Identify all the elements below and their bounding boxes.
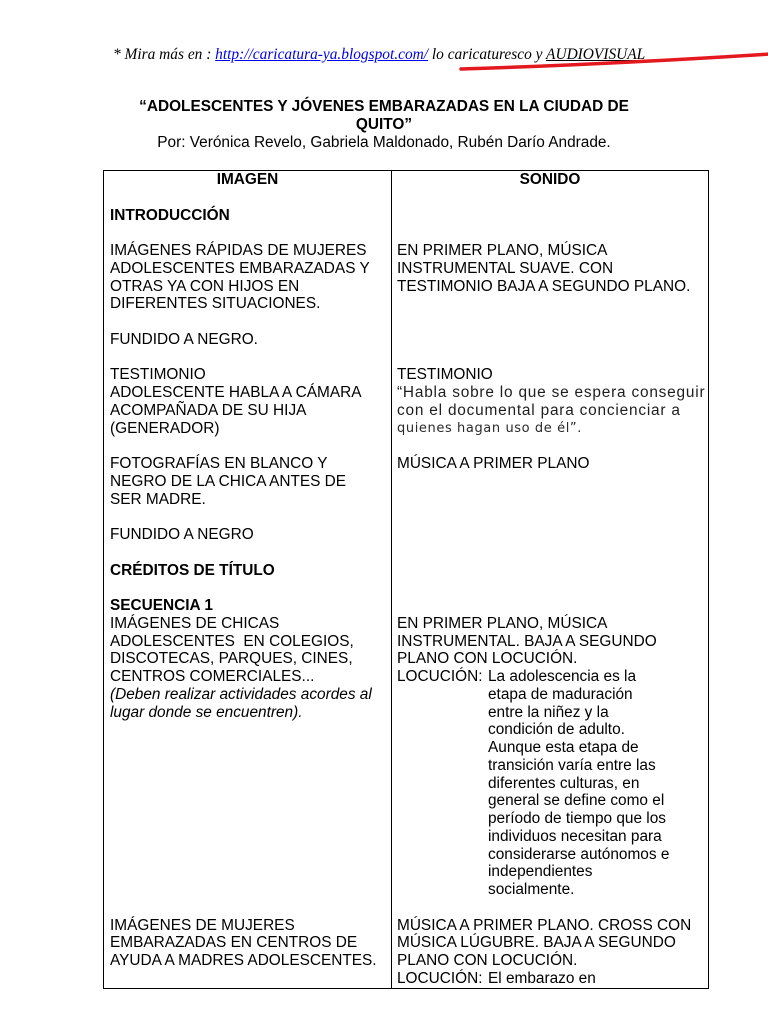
text-line: EN PRIMER PLANO, MÚSICA [397, 614, 608, 632]
sequence-heading: SECUENCIA 1 [110, 597, 213, 614]
fade-to-black: FUNDIDO A NEGRO. [110, 330, 258, 348]
script-table [103, 170, 709, 989]
blank-line [397, 899, 708, 917]
narration-line: etapa de maduración [488, 685, 633, 703]
text-line: PLANO CON LOCUCIÓN. [397, 952, 578, 969]
photos-music: MÚSICA A PRIMER PLANO [397, 455, 590, 472]
text-line: NEGRO DE LA CHICA ANTES DE [110, 472, 347, 490]
text-line: PLANO CON LOCUCIÓN. [397, 650, 578, 668]
text-line: MÚSICA A PRIMER PLANO. CROSS CON [397, 916, 692, 934]
narration-line: independientes [488, 863, 593, 881]
text-line: FOTOGRAFÍAS EN BLANCO Y [110, 455, 328, 472]
narration-line: El embarazo en [488, 969, 596, 987]
blank-space [397, 473, 708, 615]
narration-label: LOCUCIÓN: [397, 969, 483, 987]
narration-block [397, 668, 708, 899]
quick-images-block [110, 242, 391, 313]
text-line: CENTROS COMERCIALES... [110, 668, 315, 685]
text-line: INSTRUMENTAL. BAJA A SEGUNDO [397, 632, 657, 650]
narration-text [488, 668, 708, 899]
column-header-image: IMAGEN [216, 171, 279, 188]
text-line: ACOMPAÑADA DE SU HIJA [110, 401, 307, 419]
blank-line [110, 579, 391, 597]
text-line: ADOLESCENTE HABLA A CÁMARA [110, 384, 362, 401]
title-line: QUITO” [355, 116, 413, 133]
narration-line: general se define como el [488, 792, 665, 810]
blog-link[interactable]: http://caricatura-ya.blogspot.com/ [215, 46, 429, 63]
text-line: DIFERENTES SITUACIONES. [110, 295, 321, 313]
quote-line: con el documental para concienciar a [397, 401, 681, 419]
blank-line [110, 437, 391, 455]
authors-line: Por: Verónica Revelo, Gabriela Maldonado, Rubén Darío Andrade. [157, 134, 611, 151]
intro-music-block [397, 242, 708, 295]
narration-line: condición de adulto. [488, 721, 625, 739]
quote-line: “Habla sobre lo que se espera conseguir [397, 384, 706, 401]
testimony-block [110, 366, 391, 437]
women-images-block [110, 917, 391, 970]
quote-line: quienes hagan uso de él”. [397, 420, 582, 436]
text-line: OTRAS YA CON HIJOS EN [110, 277, 300, 295]
text-line: IMÁGENES DE CHICAS [110, 614, 280, 632]
narration-line: considerarse autónomos e [488, 845, 670, 863]
blank-line [110, 544, 391, 562]
document-header [0, 98, 768, 152]
title-credits-heading: CRÉDITOS DE TÍTULO [110, 561, 275, 579]
text-line: INSTRUMENTAL SUAVE. CON [397, 259, 614, 277]
blank-line [110, 224, 391, 242]
text-line: MÚSICA LÚGUBRE. BAJA A SEGUNDO [397, 934, 676, 952]
blank-space [110, 721, 391, 916]
text-line: IMÁGENES DE MUJERES [110, 916, 295, 934]
source-note-middle: lo caricaturesco y [428, 46, 547, 63]
blank-line [110, 189, 391, 207]
narration-line: individuos necesitan para [488, 827, 662, 845]
blank-space [397, 295, 708, 366]
photos-block [110, 455, 391, 508]
text-line: TESTIMONIO BAJA A SEGUNDO PLANO. [397, 277, 691, 295]
narration-line: socialmente. [488, 881, 575, 898]
image-column [104, 171, 392, 988]
italic-note-line: lugar donde se encuentren). [110, 703, 303, 721]
blank-line [110, 349, 391, 367]
text-line: AYUDA A MADRES ADOLESCENTES. [110, 952, 377, 969]
column-header-sound: SONIDO [519, 171, 581, 188]
narration-text [488, 970, 708, 988]
narration-line: diferentes culturas, en [488, 774, 640, 792]
text-line: SER MADRE. [110, 490, 206, 508]
blank-line [110, 508, 391, 526]
blank-space [397, 189, 708, 242]
blank-line [110, 313, 391, 331]
text-line: TESTIMONIO [110, 366, 206, 384]
girls-images-block [110, 615, 391, 686]
sequence-music-block [397, 615, 708, 668]
testimony-quote-block [397, 384, 708, 437]
narration-line: transición varía entre las [488, 756, 656, 774]
source-note [113, 46, 645, 64]
source-note-prefix: * Mira más en : [113, 46, 216, 63]
text-line: (GENERADOR) [110, 419, 220, 437]
text-line: IMÁGENES RÁPIDAS DE MUJERES [110, 242, 367, 259]
title-line: “ADOLESCENTES Y JÓVENES EMBARAZADAS EN LA CIUDAD DE [139, 98, 629, 115]
blank-line [397, 437, 708, 455]
testimony-label: TESTIMONIO [397, 366, 493, 384]
italic-note-line: (Deben realizar actividades acordes al [110, 685, 372, 703]
text-line: ADOLESCENTES EN COLEGIOS, [110, 632, 354, 650]
intro-heading: INTRODUCCIÓN [110, 206, 230, 224]
girls-note-block [110, 686, 391, 722]
narration-label: LOCUCIÓN: [397, 668, 483, 685]
text-line: DISCOTECAS, PARQUES, CINES, [110, 650, 353, 668]
narration-line: Aunque esta etapa de [488, 739, 639, 756]
cross-music-block [397, 917, 708, 970]
source-note-highlight: AUDIOVISUAL [546, 46, 646, 63]
narration-line: entre la niñez y la [488, 703, 609, 721]
text-line: EN PRIMER PLANO, MÚSICA [397, 242, 608, 259]
text-line: EMBARAZADAS EN CENTROS DE [110, 934, 358, 952]
sound-column [392, 171, 708, 988]
narration-line: La adolescencia es la [488, 668, 637, 685]
narration-block [397, 970, 708, 988]
narration-line: período de tiempo que los [488, 810, 666, 827]
text-line: ADOLESCENTES EMBARAZADAS Y [110, 259, 370, 277]
fade-to-black: FUNDIDO A NEGRO [110, 526, 254, 543]
